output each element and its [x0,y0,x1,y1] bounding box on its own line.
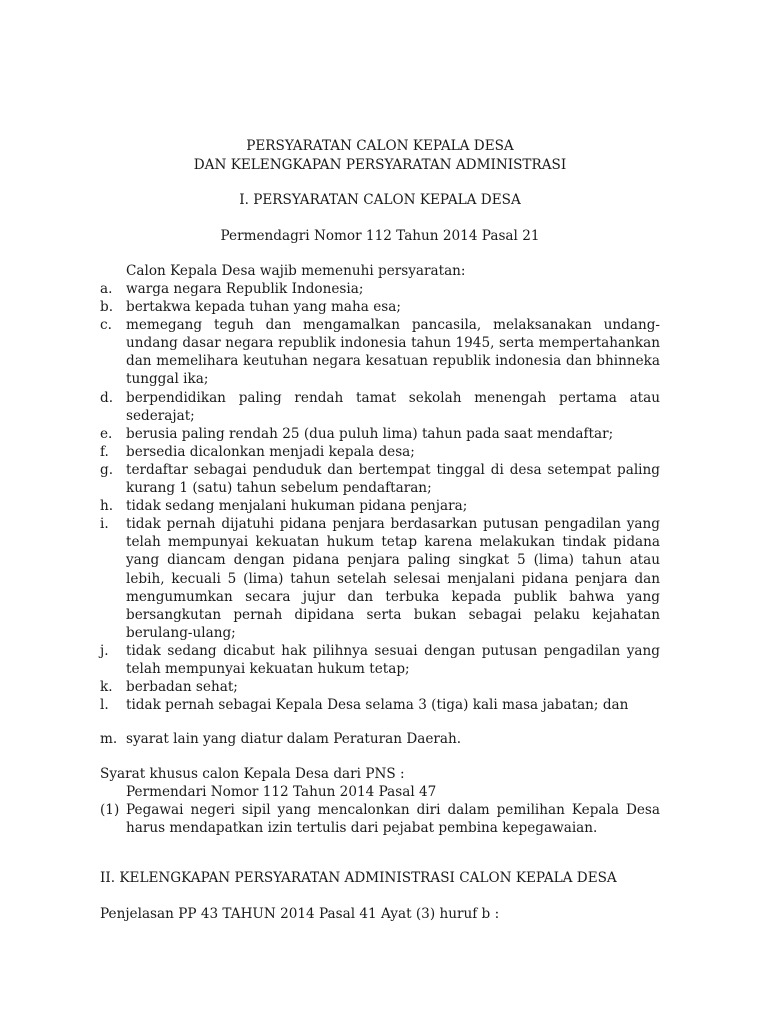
list-item-text: tidak pernah sebagai Kepala Desa selama 3 (tiga) kali masa jabatan; dan [126,697,629,714]
list-item [100,696,660,714]
list-marker: m. [100,731,118,747]
list-item-text: tidak pernah dijatuhi pidana penjara berdasarkan putusan pengadilan yang telah mempunyai kekuatan hukum tetap karena melakukan tindak pidana yang diancam dengan pidana penjara paling singkat 5 (lima) tahun atau lebih, kecuali 5 (lima) tahun setelah selesai menjalani pidana penjara dan mengumumkan secara jujur dan terbuka kepada publik bahwa yang bersangkutan pernah dipidana serta bukan sebagai pelaku kejahatan berulang-ulang; [126,516,660,641]
list-item [100,316,660,388]
section-1-heading: I. PERSYARATAN CALON KEPALA DESA [239,192,521,208]
list-item-text: tidak sedang menjalani hukuman pidana penjara; [126,498,468,515]
list-marker: i. [100,516,109,533]
requirements-list [100,280,660,714]
list-marker: b. [100,299,114,316]
regulation-reference: Permendagri Nomor 112 Tahun 2014 Pasal 21 [220,228,540,244]
list-marker: a. [100,281,113,297]
list-item [100,642,660,678]
list-marker: k. [100,679,113,696]
pns-list-item [100,801,660,837]
requirements-intro: Calon Kepala Desa wajib memenuhi persyaratan: [126,263,466,279]
document-title-line-1: PERSYARATAN CALON KEPALA DESA [246,138,514,154]
list-marker: f. [100,443,109,460]
list-item [100,425,660,443]
pns-requirements [100,765,660,837]
list-item-text: bersedia dicalonkan menjadi kepala desa; [126,443,415,460]
list-item [100,497,660,515]
list-marker: g. [100,461,114,478]
list-item-text: berpendidikan paling rendah tamat sekolah menengah pertama atau sederajat; [126,389,660,424]
list-item-text: bertakwa kepada tuhan yang maha esa; [126,299,401,316]
document-title-line-2: DAN KELENGKAPAN PERSYARATAN ADMINISTRASI [193,157,567,173]
list-item-text: tidak sedang dicabut hak pilihnya sesuai dengan putusan pengadilan yang telah mempunyai kekuatan hukum tetap; [126,642,660,677]
list-item-text: Pegawai negeri sipil yang mencalonkan diri dalam pemilihan Kepala Desa harus mendapatkan izin tertulis dari pejabat pembina kepegawaian. [126,802,660,837]
list-item-text: berusia paling rendah 25 (dua puluh lima) tahun pada saat mendaftar; [126,425,614,442]
list-item [100,389,660,425]
pns-regulation: Permendari Nomor 112 Tahun 2014 Pasal 47 [126,784,437,801]
list-marker: j. [100,642,109,659]
pns-heading: Syarat khusus calon Kepala Desa dari PNS : [100,766,405,782]
list-marker: h. [100,498,114,515]
list-item-m [100,730,660,748]
list-item-text: warga negara Republik Indonesia; [126,281,364,297]
list-item-text: terdaftar sebagai penduduk dan bertempat tinggal di desa setempat paling kurang 1 (satu) tahun sebelum pendaftaran; [126,461,660,497]
list-marker: c. [100,317,112,334]
list-marker: l. [100,697,109,714]
list-item [100,443,660,461]
list-item-text: memegang teguh dan mengamalkan pancasila, melaksanakan undang-undang dasar negara republik indonesia tahun 1945, serta mempertahankan dan memelihara keutuhan negara kesatuan republik indonesia dan bhinneka tunggal ika; [126,317,660,388]
section-2-heading: II. KELENGKAPAN PERSYARATAN ADMINISTRASI CALON KEPALA DESA [100,870,617,886]
list-marker: (1) [100,802,120,819]
list-marker: e. [100,425,113,442]
list-item [100,280,660,298]
list-item [100,515,660,642]
list-marker: d. [100,389,114,406]
list-item [100,678,660,696]
list-item-text: syarat lain yang diatur dalam Peraturan Daerah. [126,731,462,747]
list-item [100,298,660,316]
explanation-reference: Penjelasan PP 43 TAHUN 2014 Pasal 41 Ayat (3) huruf b : [100,906,500,922]
list-item-text: berbadan sehat; [126,679,238,696]
list-item [100,461,660,497]
